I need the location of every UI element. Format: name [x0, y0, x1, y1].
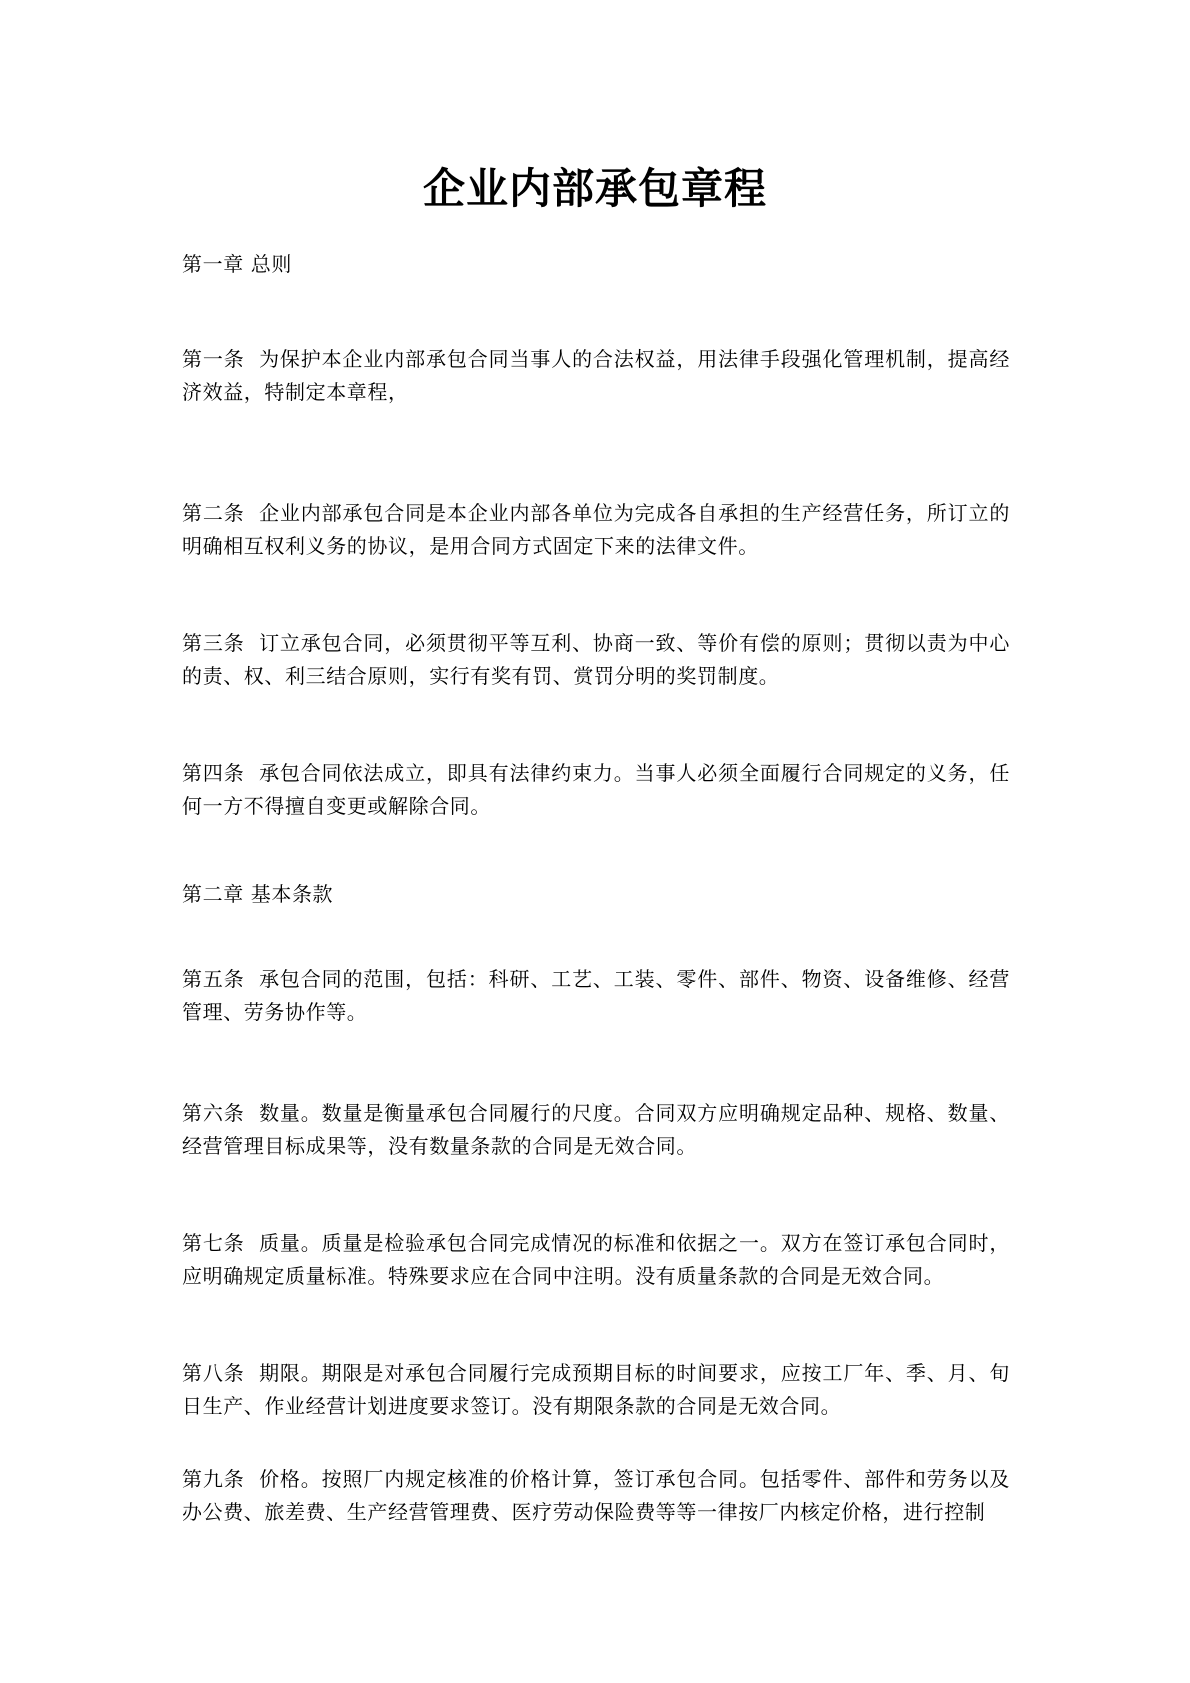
- article-label: 第六条: [182, 1101, 260, 1125]
- article-label: 第八条: [182, 1361, 260, 1385]
- article-label: 第七条: [182, 1231, 260, 1255]
- article-text: 价格。按照厂内规定核准的价格计算，签订承包合同。包括零件、部件和劳务以及办公费、旅差费、生产经营管理费、医疗劳动保险费等等一律按厂内核定价格，进行控制: [182, 1467, 1010, 1524]
- chapter-heading-2: 第二章 基本条款: [182, 882, 334, 906]
- article-text: 期限。期限是对承包合同履行完成预期目标的时间要求，应按工厂年、季、月、旬日生产、作业经营计划进度要求签订。没有期限条款的合同是无效合同。: [182, 1361, 1010, 1418]
- article-4: [182, 757, 1010, 823]
- article-text: 为保护本企业内部承包合同当事人的合法权益，用法律手段强化管理机制，提高经济效益，特制定本章程，: [182, 347, 1010, 404]
- article-3: [182, 627, 1010, 693]
- article-label: 第三条: [182, 631, 260, 655]
- article-text: 企业内部承包合同是本企业内部各单位为完成各自承担的生产经营任务，所订立的明确相互权利义务的协议，是用合同方式固定下来的法律文件。: [182, 501, 1010, 558]
- article-text: 订立承包合同，必须贯彻平等互利、协商一致、等价有偿的原则；贯彻以责为中心的责、权、利三结合原则，实行有奖有罚、赏罚分明的奖罚制度。: [182, 631, 1010, 688]
- article-1: [182, 343, 1010, 409]
- article-5: [182, 963, 1010, 1029]
- article-text: 承包合同的范围，包括：科研、工艺、工装、零件、部件、物资、设备维修、经营管理、劳务协作等。: [182, 967, 1010, 1024]
- article-text: 数量。数量是衡量承包合同履行的尺度。合同双方应明确规定品种、规格、数量、经营管理目标成果等，没有数量条款的合同是无效合同。: [182, 1101, 1010, 1158]
- article-label: 第四条: [182, 761, 260, 785]
- article-label: 第一条: [182, 347, 260, 371]
- article-label: 第五条: [182, 967, 260, 991]
- document-title: 企业内部承包章程: [422, 164, 767, 213]
- article-text: 承包合同依法成立，即具有法律约束力。当事人必须全面履行合同规定的义务，任何一方不得擅自变更或解除合同。: [182, 761, 1010, 818]
- article-label: 第二条: [182, 501, 260, 525]
- chapter-heading-1: 第一章 总则: [182, 252, 292, 276]
- article-text: 质量。质量是检验承包合同完成情况的标准和依据之一。双方在签订承包合同时，应明确规定质量标准。特殊要求应在合同中注明。没有质量条款的合同是无效合同。: [182, 1231, 1010, 1288]
- article-7: [182, 1227, 1010, 1293]
- article-2: [182, 497, 1010, 563]
- article-label: 第九条: [182, 1467, 260, 1491]
- article-8: [182, 1357, 1010, 1423]
- article-6: [182, 1097, 1010, 1163]
- article-9: [182, 1463, 1010, 1529]
